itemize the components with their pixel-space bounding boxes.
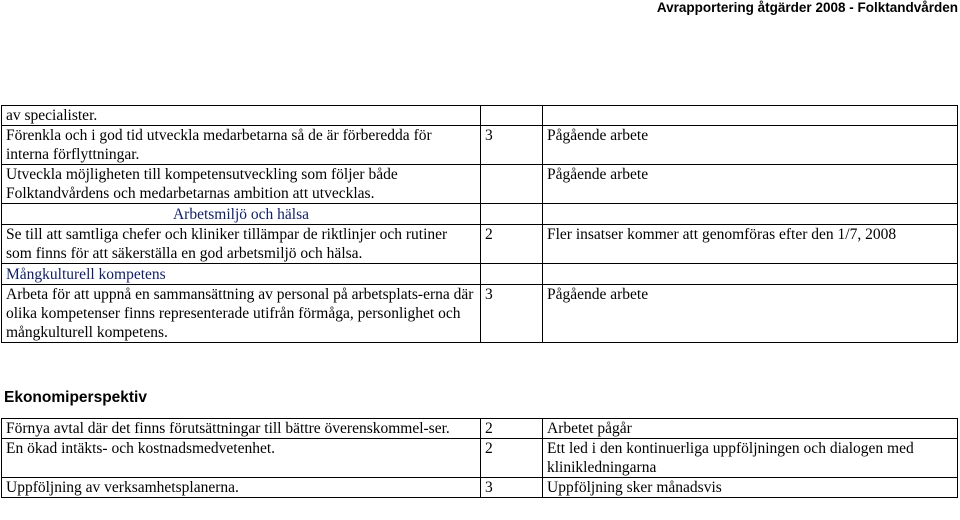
measure-text: av specialister. <box>2 106 481 126</box>
measures-table <box>1 105 958 343</box>
table-row <box>2 478 958 498</box>
table-row <box>2 225 958 264</box>
table-row <box>2 106 958 126</box>
section-title-arbetsmiljo: Arbetsmiljö och hälsa <box>172 206 310 223</box>
table-row <box>2 126 958 165</box>
status-text: Uppföljning sker månadsvis <box>543 478 958 498</box>
status-text: Arbetet pågår <box>543 419 958 439</box>
table-row <box>2 419 958 439</box>
status-text: Fler insatser kommer att genomföras efter den 1/7, 2008 <box>543 225 958 264</box>
priority-number: 2 <box>481 439 543 478</box>
measure-text: En ökad intäkts- och kostnadsmedvetenhet. <box>2 439 481 478</box>
priority-number: 3 <box>481 478 543 498</box>
status-text: Ett led i den kontinuerliga uppföljningen och dialogen med klinikledningarna <box>543 439 958 478</box>
status-text: Pågående arbete <box>543 126 958 165</box>
table-row <box>2 285 958 343</box>
priority-number: 2 <box>481 419 543 439</box>
status-text: Pågående arbete <box>543 285 958 343</box>
section-heading-ekonomi: Ekonomiperspektiv <box>4 389 147 406</box>
section-row <box>2 264 958 285</box>
measure-text: Arbeta för att uppnå en sammansättning av personal på arbetsplats-erna där olika kompetenser finns representerade utifrån förmåga, personlighet och mångkulturell kompetens. <box>2 285 481 343</box>
page-header <box>0 0 960 20</box>
table-row <box>2 165 958 204</box>
priority-number <box>481 106 543 126</box>
measure-text: Utveckla möjligheten till kompetensutveckling som följer både Folktandvårdens och medarbetarnas ambition att utvecklas. <box>2 165 481 204</box>
status-text: Pågående arbete <box>543 165 958 204</box>
measure-text: Se till att samtliga chefer och kliniker tillämpar de riktlinjer och rutiner som finns för att säkerställa en god arbetsmiljö och hälsa. <box>2 225 481 264</box>
measure-text: Uppföljning av verksamhetsplanerna. <box>2 478 481 498</box>
priority-number: 3 <box>481 126 543 165</box>
priority-number: 3 <box>481 285 543 343</box>
section-row <box>2 204 958 225</box>
section-title-mangkultur: Mångkulturell kompetens <box>6 266 166 283</box>
priority-number: 2 <box>481 225 543 264</box>
status-text <box>543 106 958 126</box>
table-row <box>2 439 958 478</box>
measure-text: Förenkla och i god tid utveckla medarbetarna så de är förberedda för interna förflyttningar. <box>2 126 481 165</box>
economy-table <box>1 418 958 498</box>
document-title: Avrapportering åtgärder 2008 - Folktandvården <box>656 0 958 15</box>
priority-number <box>481 165 543 204</box>
measure-text: Förnya avtal där det finns förutsättningar till bättre överenskommel-ser. <box>2 419 481 439</box>
